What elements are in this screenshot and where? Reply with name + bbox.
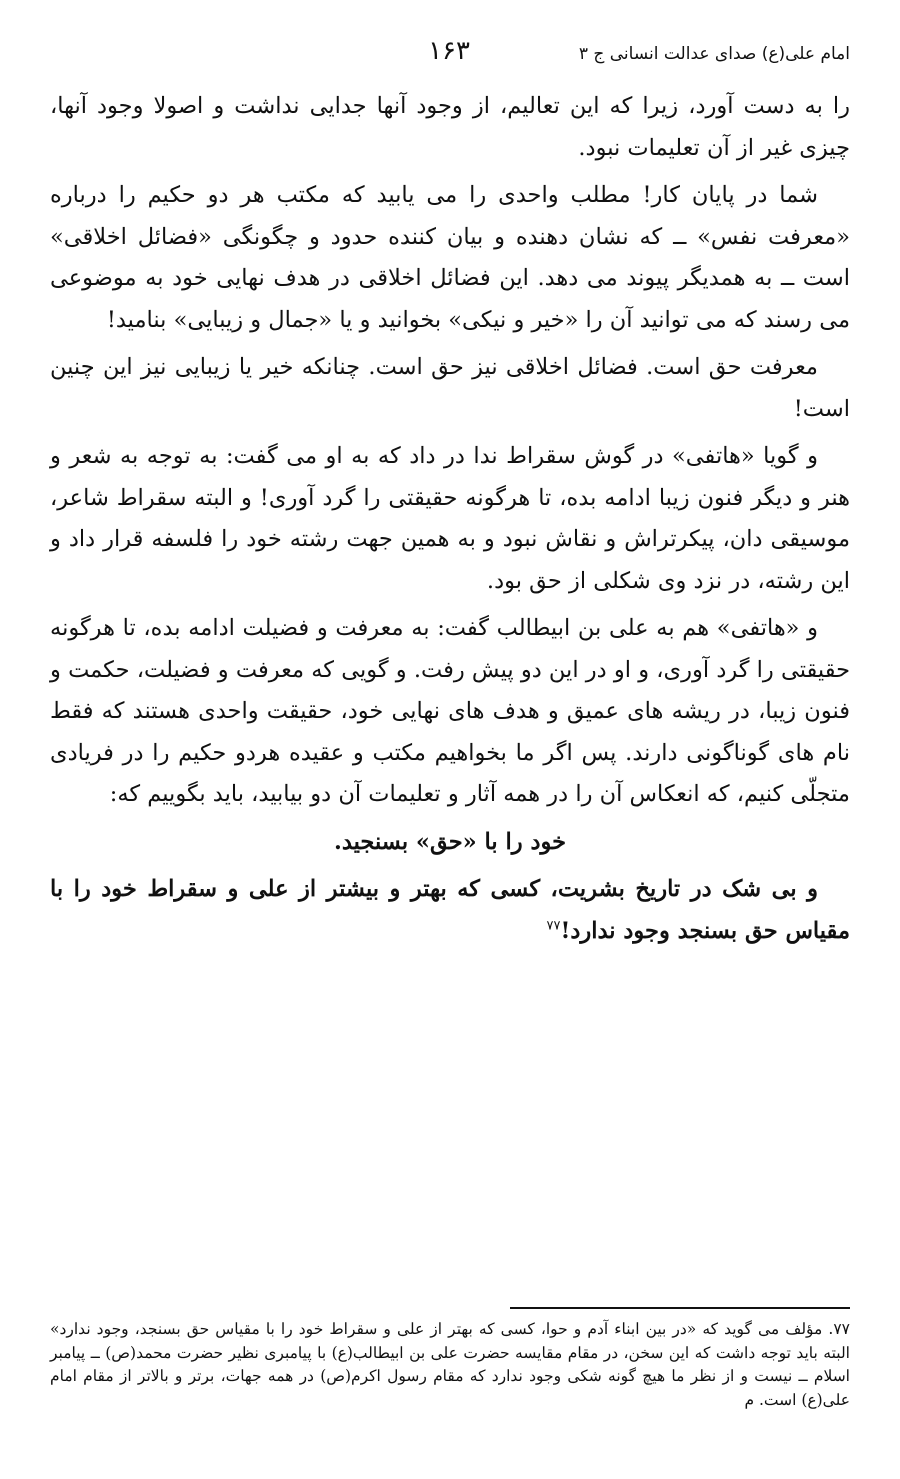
main-text (50, 86, 850, 958)
page-header (50, 36, 850, 76)
running-title: امام علی(ع) صدای عدالت انسانی ج ۳ (578, 44, 850, 64)
paragraph-continuation: را به دست آورد، زیرا که این تعالیم، از وجود آنها جدایی نداشت و اصولا وجود آنها، چیزی غیر از آن تعلیمات نبود. (50, 93, 850, 161)
paragraph: و گویا «هاتفی» در گوش سقراط ندا در داد که به او می گفت: به توجه به شعر و هنر و دیگر فنون زیبا ادامه بده، تا هرگونه حقیقتی را گرد آوری! و البته سقراط شاعر، موسیقی دان، پیکرتراش و نقاش نبود و به همین جهت رشته خود را فلسفه قرار داد و این رشته، در نزد وی شکلی از حق بود. (50, 443, 850, 594)
closing-paragraph (50, 869, 850, 952)
closing-text: و بی شک در تاریخ بشریت، کسی که بهتر و بیشتر از علی و سقراط خود را با مقیاس حق بسنجد وجود ندارد! (50, 876, 850, 944)
slogan-line: خود را با «حق» بسنجید. (334, 828, 566, 855)
paragraph: معرفت حق است. فضائل اخلاقی نیز حق است. چنانکه خیر یا زیبایی نیز این چنین است! (50, 354, 850, 422)
footnote-text: ۷۷. مؤلف می گوید که «در بین ابناء آدم و حوا، کسی که بهتر از علی و سقراط خود را با مقیاس حق بسنجد، وجود ندارد» البته باید توجه داشت که این سخن، در مقام مقایسه حضرت علی بن ابیطالب(ع) با پیامبری نظیر حضرت محمد(ص) ــ پیامبر اسلام ــ نیست و از نظر ما هیچ گونه شکی وجود ندارد که مقام رسول اکرم(ص) در همه جهات، برتر و بالاتر از مقام امام علی(ع) است. م (50, 1320, 850, 1409)
paragraph: شما در پایان کار! مطلب واحدی را می یابید که مکتب هر دو حکیم را درباره «معرفت نفس» ــ که نشان دهنده و بیان کننده حدود و چگونگی «فضائل اخلاقی» است ــ به همدیگر پیوند می دهد. این فضائل اخلاقی در هدف نهایی خود به موضوعی می رسند که می توانید آن را «خیر و نیکی» بخوانید و یا «جمال و زیبایی» بنامید! (50, 182, 850, 333)
footnote-reference[interactable]: ۷۷ (546, 918, 561, 933)
page-number: ۱۶۳ (428, 36, 470, 66)
footnote-divider (510, 1307, 850, 1309)
paragraph: و «هاتفی» هم به علی بن ابیطالب گفت: به معرفت و فضیلت ادامه بده، تا هرگونه حقیقتی را گرد آوری، و او در این دو پیش رفت. و گویی که معرفت و فضیلت، حکمت و فنون زیبا، در ریشه های عمیق و هدف های نهایی خود، حقیقت واحدی هستند که فقط نام های گوناگونی دارند. پس اگر ما بخواهیم مکتب و عقیده هردو حکیم را در فریادی متجلّی کنیم، که انعکاس آن را در همه آثار و تعلیمات آن دو بیابید، باید بگوییم که: (50, 615, 850, 807)
footnote (50, 1318, 850, 1412)
